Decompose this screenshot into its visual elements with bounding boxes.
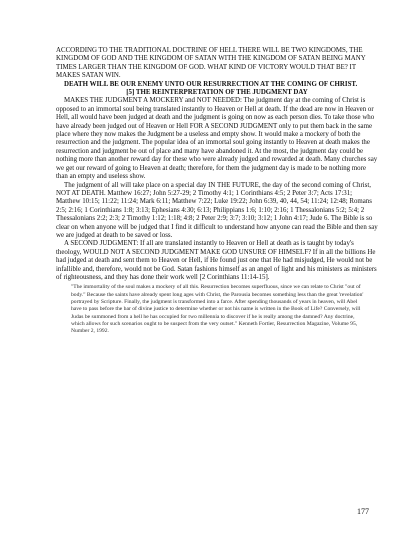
page-body bbox=[56, 47, 378, 336]
paragraph-second-judgment: A SECOND JUDGMENT: If all are translated instantly to Heaven or Hell at death as is taught by today's theology, WOULD NOT A SECOND JUDGMENT MAKE GOD UNSURE OF HIMSELF? If in all the billions He had judged at death and sent them to Heaven or Hell, if He found just one that He had misjudged, He would not be infallible and, therefore, would not be God. Satan fashions himself as an angel of light and his ministers as ministers of righteousness, and they has done their work well [2 Corinthians 11:14-15]. bbox=[56, 240, 377, 281]
paragraph-doctrine-of-hell: ACCORDING TO THE TRADITIONAL DOCTRINE OF HELL THERE WILL BE TWO KINGDOMS, THE KINGDOM OF GOD AND THE KINGDOM OF SATAN WITH THE KINGDOM OF SATAN BEING MANY TIMES LARGER THAN THE KINGDOM OF GOD. WHAT KIND OF VICTORY WOULD THAT BE? IT MAKES SATAN WIN. bbox=[56, 47, 366, 80]
block-quote bbox=[71, 284, 367, 335]
paragraph-judgment-future: The judgment of all will take place on a special day IN THE FUTURE, the day of the second coming of Christ, NOT AT DEATH. Matthew 16:27; John 5:27-29; 2 Timothy 4:1; 1 Corinthians 4:5; 2 Peter 3:7; Acts 17:31; Matthew 10:15; 11:22; 11:24; Mark 6:11; Matthew 7:22; Luke 19:22; John 6:39, 40, 44, 54; 11:24; 12:48; Romans 2:5; 2:16; 1 Corinthians 1:8; 3:13; Ephesians 4:30; 6:13; Philippians 1:6; 1:10; 2:16; 1 Thessalonians 5:2; 5:4; 2 Thessalonians 2:2; 2:3; 2 Timothy 1:12; 1:18; 4:8; 2 Peter 2:9; 3:7; 3:10; 3:12; 1 John 4:17; Jude 6. The Bible is so clear on when anyone will be judged that I find it difficult to understand how anyone can read the Bible and then say we are judged at death to be saved or loss. bbox=[56, 181, 378, 239]
paragraph-judgment-mockery: MAKES THE JUDGMENT A MOCKERY and NOT NEEDED: The judgment day at the coming of Christ is opposed to an immortal soul being translated instantly to Heaven or Hell at death. If the dead are now in Heaven or Hell, all would have been judged at death and the judgment is going on now as each person dies. To take those who have already been judged out of Heaven or Hell FOR A SECOND JUDGMENT only to put them back in the same place where they now makes the Judgment be a useless and empty show. It would make a mockery of both the resurrection and the judgment. The popular idea of an immortal soul going instantly to Heaven at death makes the resurrection and judgment be out of place and many have abandoned it. At the most, the judgment day could be nothing more than another reward day for these who were already judged and rewarded at death. Many churches say we get our reward of going to Heaven at death; therefore, for them the judgment day is made to be nothing more than an empty and useless show. bbox=[56, 97, 378, 181]
section-heading: [5] THE REINTERPRETATION OF THE JUDGMENT DAY bbox=[126, 89, 308, 97]
paragraph-death-enemy: DEATH WILL BE OUR ENEMY UNTO OUR RESURRECTION AT THE COMING OF CHRIST. bbox=[64, 80, 358, 88]
page-number: 177 bbox=[357, 507, 369, 516]
block-quote-text: "The immortality of the soul makes a mockery of all this. Resurrection becomes superfluous, since we can relate to Christ "out of body." Because the saints have already spent long ages with Christ, the Parousia becomes something less than the great 'revelation' portrayed by Scripture. Finally, the judgment is transformed into a farce. After spending thousands of years in heaven, will Abel have to pass before the bar of divine justice to determine whether or not his name is written in the Book of Life? Conversely, will Judas be summoned from a hell he has occupied for two millennia to discover if he is really among the damned? Any doctrine, which allows for such scenarios ought to be suspect from the very outset." Kenneth Fortier, Resurrection Magazine, Volume 95, Number 2, 1992. bbox=[71, 284, 364, 335]
